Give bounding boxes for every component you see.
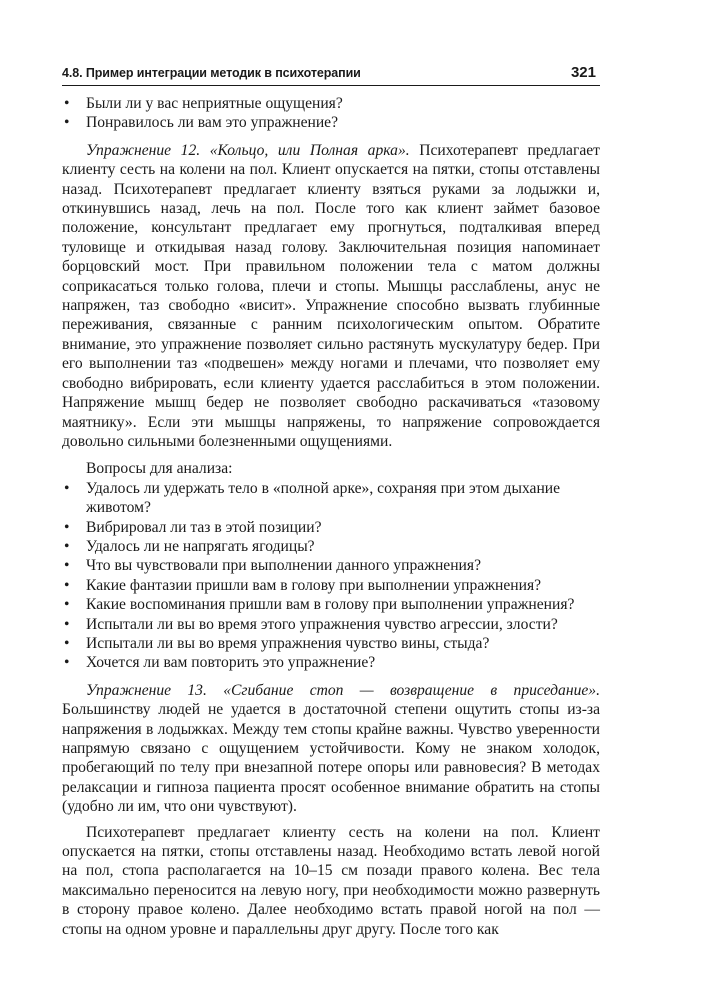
- book-page: [62, 64, 600, 939]
- exercise-12-title: Упражнение 12. «Кольцо, или Полная арка».: [86, 141, 410, 159]
- exercise-13-title: Упражнение 13. «Сгибание стоп — возвращение в приседание».: [86, 681, 600, 699]
- list-item: • Что вы чувствовали при выполнении данного упражнения?: [62, 556, 600, 575]
- section-title: 4.8. Пример интеграции методик в психотерапии: [62, 66, 361, 80]
- list-item: • Испытали ли вы во время этого упражнения чувство агрессии, злости?: [62, 615, 600, 634]
- list-item: • Были ли у вас неприятные ощущения?: [62, 94, 600, 113]
- running-head: [62, 64, 600, 86]
- exercise-13-paragraph: [62, 681, 600, 817]
- list-item: • Какие фантазии пришли вам в голову при выполнении упражнения?: [62, 576, 600, 595]
- exercise-13-paragraph-2: Психотерапевт предлагает клиенту сесть на колени на пол. Клиент опускается на пятки, стопы отставлены назад. Необходимо встать левой ногой на пол, стопа располагается на 10–15 см позади правого колена. Вес тела максимально переносится на левую ногу, при необходимости можно развернуть в сторону правое колено. Далее необходимо встать правой ногой на пол — стопы на одном уровне и параллельны друг другу. После того как: [62, 823, 600, 938]
- list-item: • Удалось ли удержать тело в «полной арке», сохраняя при этом дыхание животом?: [62, 479, 600, 518]
- questions-list: [62, 479, 600, 673]
- exercise-12-paragraph: [62, 141, 600, 452]
- list-item: • Какие воспоминания пришли вам в голову при выполнении упражнения?: [62, 595, 600, 614]
- questions-intro: Вопросы для анализа:: [86, 460, 233, 478]
- body-text: [62, 94, 600, 939]
- exercise-12-text: Психотерапевт предлагает клиенту сесть на колени на пол. Клиент опускается на пятки, стопы отставлены назад. Психотерапевт предлагает клиенту взяться руками за лодыжки и, откинувшись назад, лечь на пол. После того как клиент займет базовое положение, консультант предлагает ему прогнуться, подталкивая вперед туловище и откидывая назад голову. Заключительная позиция напоминает борцовский мост. При правильном положении тела с матом должны соприкасаться только голова, плечи и стопы. Мышцы расслаблены, анус не напряжен, таз свободно «висит». Упражнение способно вызвать глубинные переживания, связанные с ранним психологическим опытом. Обратите внимание, это упражнение позволяет сильно растянуть мускулатуру бедер. При его выполнении таз «подвешен» между ногами и плечами, что позволяет ему свободно вибрировать, если клиенту удается расслабиться в этом положении. Напряжение мышц бедер не позволяет свободно раскачиваться «тазовому маятнику». Если эти мышцы напряжены, то напряжение сопровождается довольно сильными болезненными ощущениями.: [62, 141, 600, 450]
- list-item: • Вибрировал ли таз в этой позиции?: [62, 518, 600, 537]
- list-item: • Удалось ли не напрягать ягодицы?: [62, 537, 600, 556]
- exercise-13-text: Большинству людей не удается в достаточной степени ощутить стопы из-за напряжения в лодыжках. Между тем стопы крайне важны. Чувство уверенности напрямую связано с ощущением устойчивости. Кому не знаком холодок, пробегающий по телу при внезапной потере опоры или равновесия? В методах релаксации и гипноза пациента просят особенное внимание обратить на стопы (удобно ли им, что они чувствуют).: [62, 701, 600, 816]
- list-item: • Понравилось ли вам это упражнение?: [62, 113, 600, 132]
- list-item: • Испытали ли вы во время упражнения чувство вины, стыда?: [62, 634, 600, 653]
- page-number: 321: [570, 64, 596, 81]
- list-item: • Хочется ли вам повторить это упражнение?: [62, 653, 600, 672]
- top-bullet-list: [62, 94, 600, 133]
